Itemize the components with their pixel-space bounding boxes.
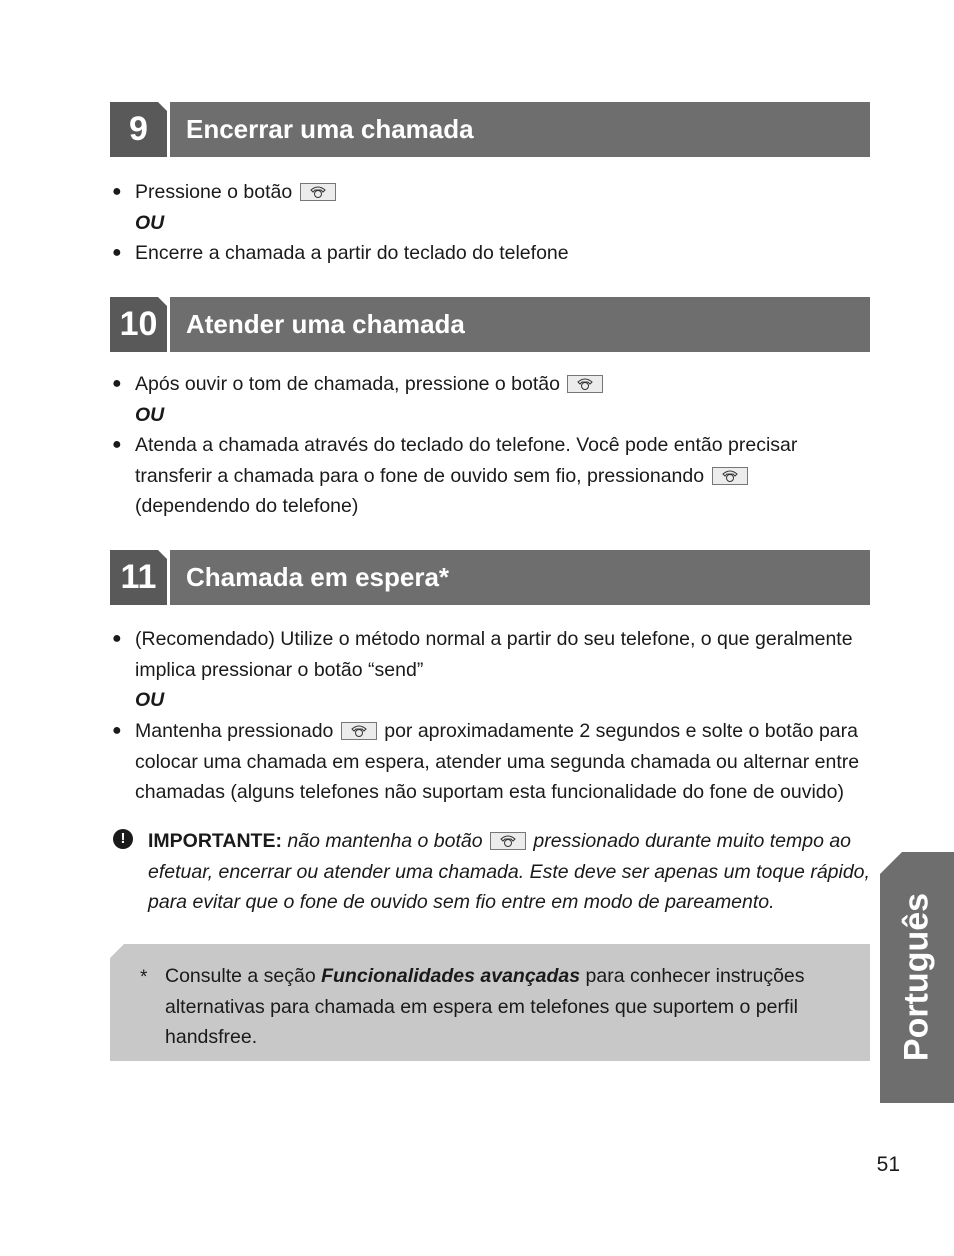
footnote-box bbox=[110, 944, 870, 1061]
important-text: não mantenha o botão bbox=[287, 830, 483, 852]
item-text: Atenda a chamada através do teclado do telefone. Você pode então precisar transferir a chamada para o fone de ouvido sem fio, pressionando bbox=[135, 434, 798, 487]
section-title: Encerrar uma chamada bbox=[186, 114, 474, 144]
item-text: Mantenha pressionado bbox=[135, 720, 334, 742]
section-title: Chamada em espera* bbox=[186, 562, 450, 592]
list-item bbox=[112, 369, 865, 400]
item-text: por aproximadamente 2 segundos e solte o botão para colocar uma chamada em espera, atender uma segunda chamada ou alternar entre chamadas (alguns telefones não suportam esta funcionalidade do fone de ouvido) bbox=[135, 720, 860, 804]
item-text: (dependendo do telefone) bbox=[135, 495, 359, 518]
bullet-icon: ● bbox=[112, 244, 122, 261]
item-text: Pressione o botão bbox=[135, 181, 293, 203]
page-number: 51 bbox=[876, 1153, 900, 1176]
footnote-marker: * bbox=[140, 967, 148, 988]
list-item bbox=[112, 624, 865, 685]
footnote-text-start: Consulte a seção bbox=[165, 965, 316, 987]
item-text: Após ouvir o tom de chamada, pressione o botão bbox=[135, 373, 560, 395]
or-label: OU bbox=[135, 212, 165, 234]
important-text: pressionado durante muito tempo ao efetuar, encerrar ou atender uma chamada. Este deve ser apenas um toque rápido, para evitar que o fone de ouvido sem fio entre em modo de pareamento. bbox=[148, 830, 870, 913]
section-number: 10 bbox=[110, 297, 167, 352]
section-number: 9 bbox=[110, 102, 167, 157]
section-10-header bbox=[110, 297, 870, 352]
phone-button-icon bbox=[712, 467, 748, 485]
bullet-icon: ● bbox=[112, 630, 122, 647]
item-text: Encerre a chamada a partir do teclado do telefone bbox=[135, 242, 569, 264]
or-label: OU bbox=[135, 689, 165, 711]
bullet-icon: ● bbox=[112, 436, 122, 453]
footnote-text-end: para conhecer instruções alternativas para chamada em espera em telefones que suportem o perfil handsfree. bbox=[165, 965, 805, 1048]
item-text: (Recomendado) Utilize o método normal a partir do seu telefone, o que geralmente implica pressionar o botão “send” bbox=[135, 628, 853, 681]
footnote-emphasis: Funcionalidades avançadas bbox=[321, 965, 581, 987]
language-tab bbox=[880, 852, 954, 1103]
header-divider bbox=[167, 550, 170, 605]
list-item bbox=[112, 177, 865, 208]
exclamation-icon: ! bbox=[113, 829, 133, 849]
language-label: Português bbox=[897, 892, 936, 1062]
phone-button-icon bbox=[341, 722, 377, 740]
header-divider bbox=[167, 102, 170, 157]
header-divider bbox=[167, 297, 170, 352]
list-item bbox=[112, 238, 865, 269]
footnote-text bbox=[165, 961, 855, 1053]
section-title: Atender uma chamada bbox=[186, 309, 465, 339]
list-item bbox=[112, 430, 865, 522]
or-label: OU bbox=[135, 404, 165, 426]
section-11-header bbox=[110, 550, 870, 605]
section-9-header bbox=[110, 102, 870, 157]
list-item bbox=[112, 716, 865, 808]
important-label: IMPORTANTE: bbox=[148, 830, 282, 852]
phone-button-icon bbox=[300, 183, 336, 201]
bullet-icon: ● bbox=[112, 183, 122, 200]
section-number: 11 bbox=[110, 550, 167, 605]
bullet-icon: ● bbox=[112, 722, 122, 739]
important-note bbox=[148, 826, 870, 918]
bullet-icon: ● bbox=[112, 375, 122, 392]
phone-button-icon bbox=[567, 375, 603, 393]
phone-button-icon bbox=[490, 832, 526, 850]
